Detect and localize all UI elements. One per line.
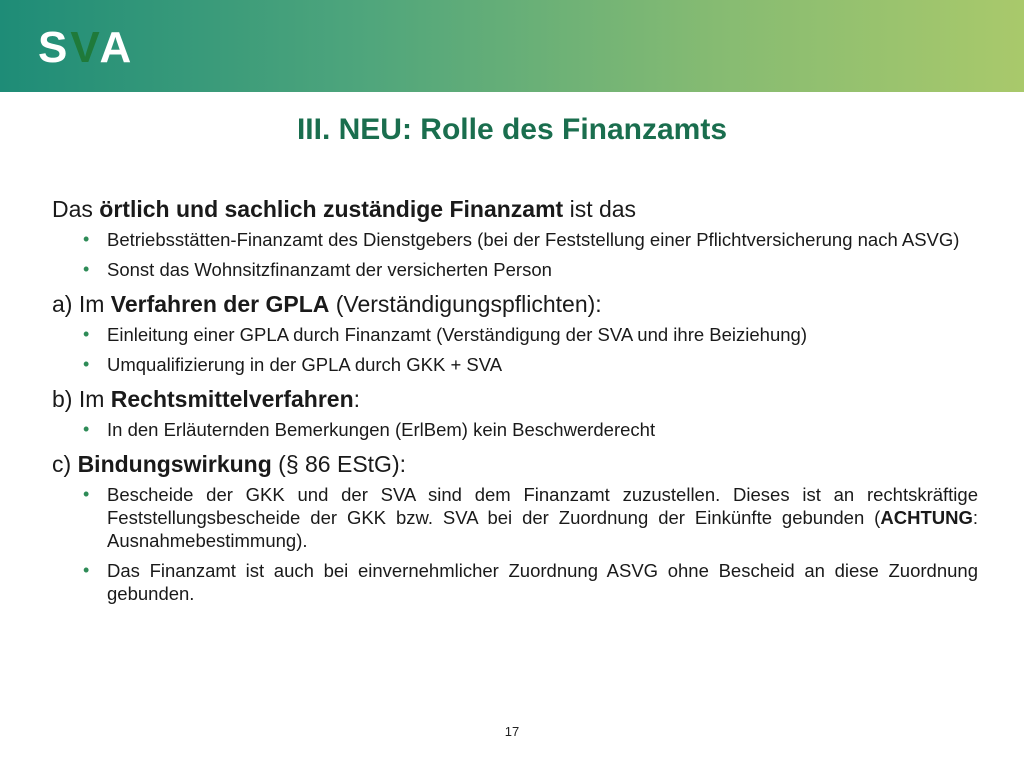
list-item: • In den Erläuternden Bemerkungen (ErlBem) kein Beschwerderecht bbox=[107, 418, 978, 441]
section-c bbox=[52, 449, 978, 605]
list-item bbox=[107, 483, 978, 552]
section-a bbox=[52, 289, 978, 376]
page-number: 17 bbox=[504, 724, 520, 739]
section-b-prefix: b) Im bbox=[52, 386, 111, 412]
section-c-suffix: (§ 86 EStG): bbox=[271, 451, 406, 477]
bullet1-bold: ACHTUNG bbox=[880, 507, 973, 528]
section-c-bold: Bindungswirkung bbox=[77, 451, 272, 477]
intro-bullets bbox=[52, 228, 978, 281]
section-a-bold: Verfahren der GPLA bbox=[110, 291, 330, 317]
section-a-prefix: a) Im bbox=[52, 291, 111, 317]
logo-a: A bbox=[99, 23, 135, 72]
list-item: • Betriebsstätten-Finanzamt des Dienstgebers (bei der Feststellung einer Pflichtversicherung nach ASVG) bbox=[107, 228, 978, 251]
intro-section bbox=[52, 194, 978, 281]
slide-content bbox=[52, 194, 978, 613]
logo-s: S bbox=[38, 23, 71, 72]
section-b-bold: Rechtsmittelverfahren bbox=[110, 386, 354, 412]
logo-v: V bbox=[70, 23, 100, 72]
list-item: • Umqualifizierung in der GPLA durch GKK + SVA bbox=[107, 353, 978, 376]
section-b-heading bbox=[52, 384, 978, 414]
intro-prefix: Das bbox=[52, 196, 100, 222]
section-b-suffix: : bbox=[353, 386, 361, 412]
list-item: • Sonst das Wohnsitzfinanzamt der versicherten Person bbox=[107, 258, 978, 281]
section-a-heading bbox=[52, 289, 978, 319]
list-item: • Einleitung einer GPLA durch Finanzamt (Verständigung der SVA und ihre Beiziehung) bbox=[107, 323, 978, 346]
section-c-bullets bbox=[52, 483, 978, 605]
intro-bold: örtlich und sachlich zuständige Finanzamt bbox=[99, 196, 564, 222]
section-a-bullets bbox=[52, 323, 978, 376]
header-banner bbox=[0, 0, 1024, 92]
section-b-bullets bbox=[52, 418, 978, 441]
section-c-heading bbox=[52, 449, 978, 479]
list-item: • Das Finanzamt ist auch bei einvernehmlicher Zuordnung ASVG ohne Bescheid an diese Zuordnung gebunden. bbox=[107, 559, 978, 605]
intro-suffix: ist das bbox=[563, 196, 637, 222]
section-a-suffix: (Verständigungspflichten): bbox=[329, 291, 602, 317]
sva-logo bbox=[38, 23, 135, 72]
bullet1-suffix: : Ausnahmebestimmung). bbox=[107, 507, 978, 551]
slide-title: III. NEU: Rolle des Finanzamts bbox=[296, 113, 728, 146]
section-b bbox=[52, 384, 978, 441]
bullet1-prefix: Bescheide der GKK und der SVA sind dem Finanzamt zuzustellen. Dieses ist an rechtskräftige Feststellungsbescheide der GKK bzw. SVA bei der Zuordnung der Einkünfte gebunden ( bbox=[107, 484, 978, 528]
section-c-prefix: c) bbox=[52, 451, 78, 477]
intro-heading bbox=[52, 194, 978, 224]
